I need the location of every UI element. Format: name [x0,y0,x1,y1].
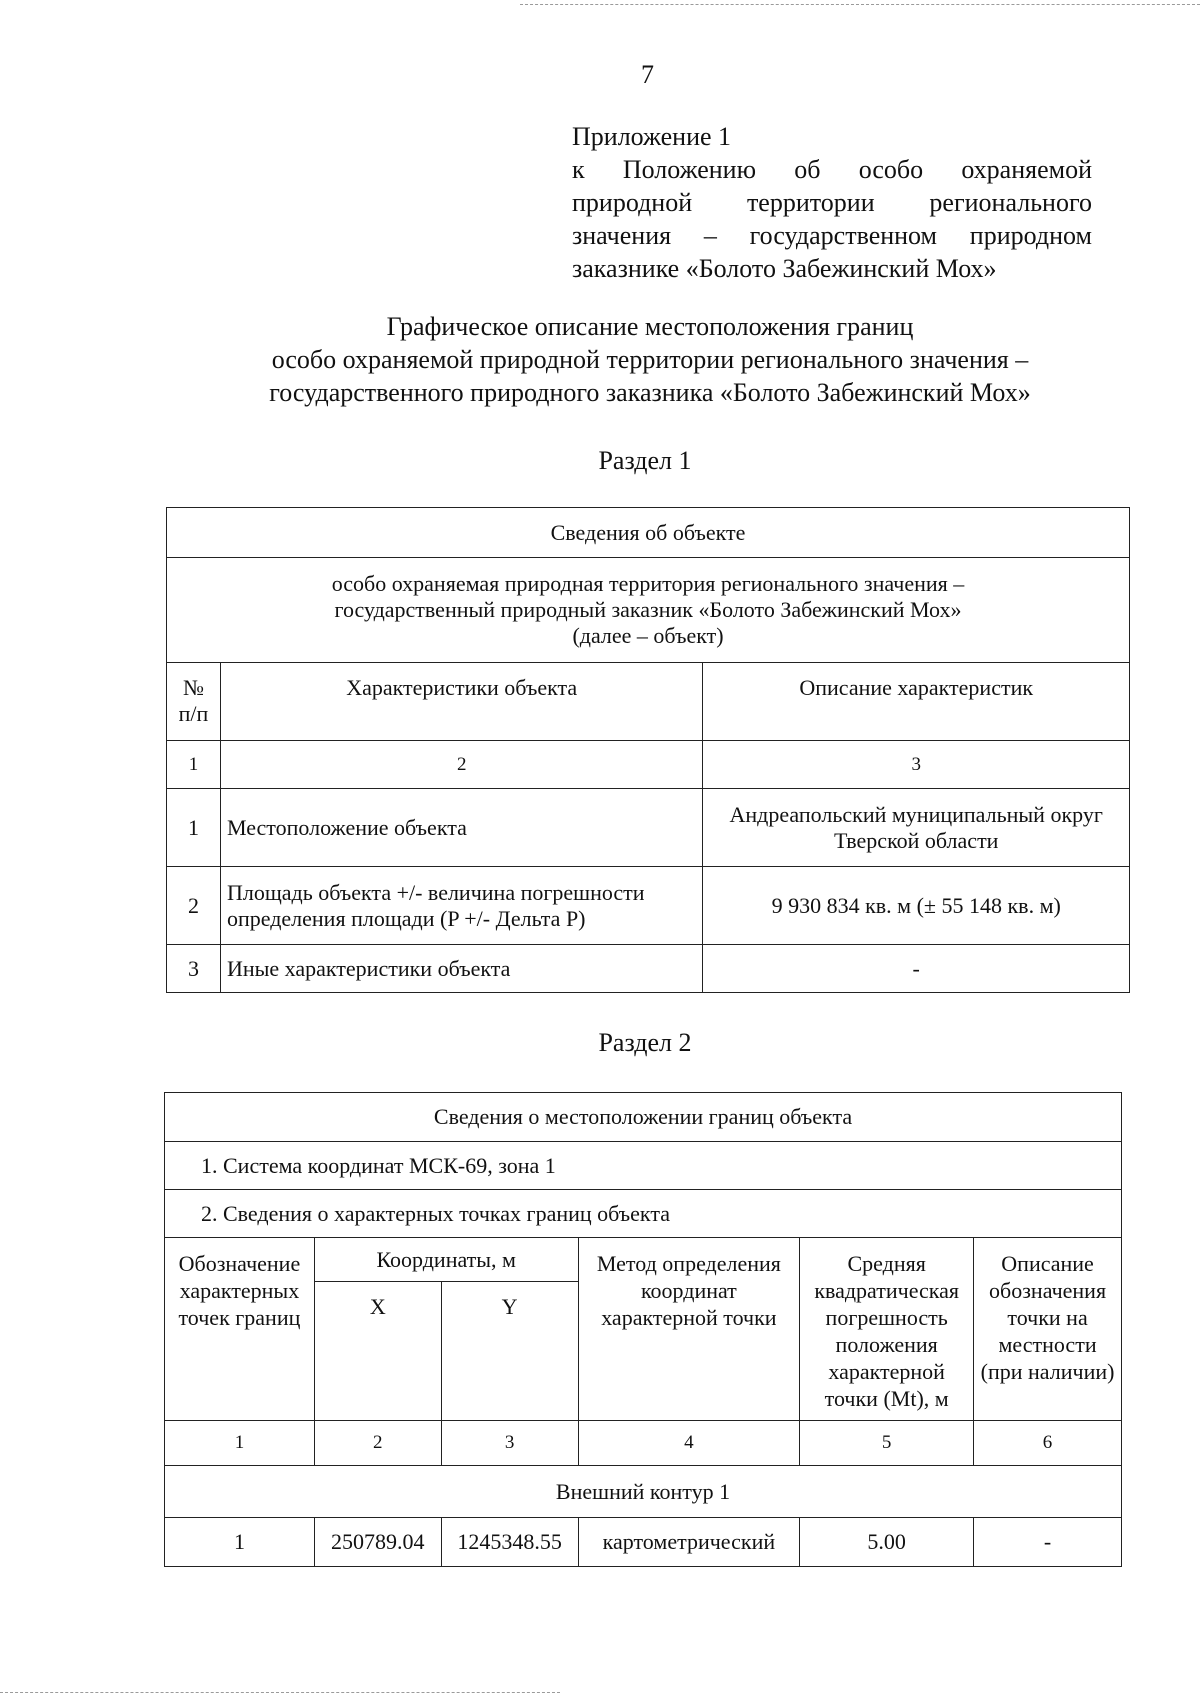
contour-label: Внешний контур 1 [165,1466,1122,1518]
col-number: 6 [974,1421,1122,1466]
document-title [80,310,1200,409]
object-line: государственный природный заказник «Болото Забежинский Мох» [334,597,962,622]
point-error: 5.00 [800,1518,974,1567]
appendix-line: заказнике «Болото Забежинский Мох» [572,254,997,283]
title-line: Графическое описание местоположения границ [386,312,914,341]
col-number: 2 [220,741,702,789]
row-number: 3 [167,945,221,993]
boundary-points-table [164,1092,1122,1567]
table-row [167,789,1130,867]
object-line: особо охраняемая природная территория регионального значения – [331,571,965,596]
table-row [165,1518,1122,1567]
col-header-characteristics: Характеристики объекта [220,663,702,741]
table-row [167,945,1130,993]
appendix-line: природной территории регионального [572,188,1092,217]
row-characteristic: Иные характеристики объекта [220,945,702,993]
col-header-description: Описание характеристик [703,663,1130,741]
col-number: 4 [578,1421,800,1466]
row-characteristic: Площадь объекта +/- величина погрешности определения площади (P +/- Дельта P) [220,867,702,945]
col-number: 5 [800,1421,974,1466]
point-id: 1 [165,1518,315,1567]
col-header-method: Метод определения координат характерной точки [578,1238,800,1421]
scan-edge-top [520,4,1200,5]
object-info-table [166,507,1130,993]
title-line: особо охраняемой природной территории регионального значения – [271,345,1029,374]
col-number: 2 [314,1421,441,1466]
col-header-error: Средняя квадратическая погрешность положения характерной точки (Mt), м [800,1238,974,1421]
col-number: 1 [167,741,221,789]
object-info-header: Сведения об объекте [167,508,1130,558]
row-value: - [703,945,1130,993]
page-number: 7 [641,60,654,89]
row-characteristic: Местоположение объекта [220,789,702,867]
appendix-line: к Положению об особо охраняемой [572,155,1092,184]
col-header-number: № п/п [167,663,221,741]
row-value: 9 930 834 кв. м (± 55 148 кв. м) [703,867,1130,945]
col-number: 3 [441,1421,578,1466]
title-line: государственного природного заказника «Болото Забежинский Мох» [269,378,1031,407]
row-value: Андреапольский муниципальный округ Тверской области [703,789,1130,867]
object-description [167,558,1130,663]
point-description: - [974,1518,1122,1567]
object-line: (далее – объект) [572,623,724,648]
appendix-line: значения – государственном природном [572,221,1092,250]
point-x: 250789.04 [314,1518,441,1567]
col-header-designation: Обозначение характерных точек границ [165,1238,315,1421]
section-1-title: Раздел 1 [598,446,692,475]
boundary-header: Сведения о местоположении границ объекта [165,1093,1122,1142]
col-header-x: X [314,1282,441,1421]
scan-edge-bottom [0,1692,560,1693]
col-number: 1 [165,1421,315,1466]
table-row [167,867,1130,945]
row-number: 2 [167,867,221,945]
coordinate-system: 1. Система координат МСК-69, зона 1 [165,1142,1122,1190]
section-2-title: Раздел 2 [598,1028,692,1057]
col-number: 3 [703,741,1130,789]
point-y: 1245348.55 [441,1518,578,1567]
appendix-block [572,120,1092,285]
col-header-point-description: Описание обозначения точки на местности (при наличии) [974,1238,1122,1421]
point-method: картометрический [578,1518,800,1567]
appendix-line: Приложение 1 [572,122,732,151]
points-info: 2. Сведения о характерных точках границ объекта [165,1190,1122,1238]
row-number: 1 [167,789,221,867]
col-header-y: Y [441,1282,578,1421]
col-header-coordinates: Координаты, м [314,1238,578,1282]
